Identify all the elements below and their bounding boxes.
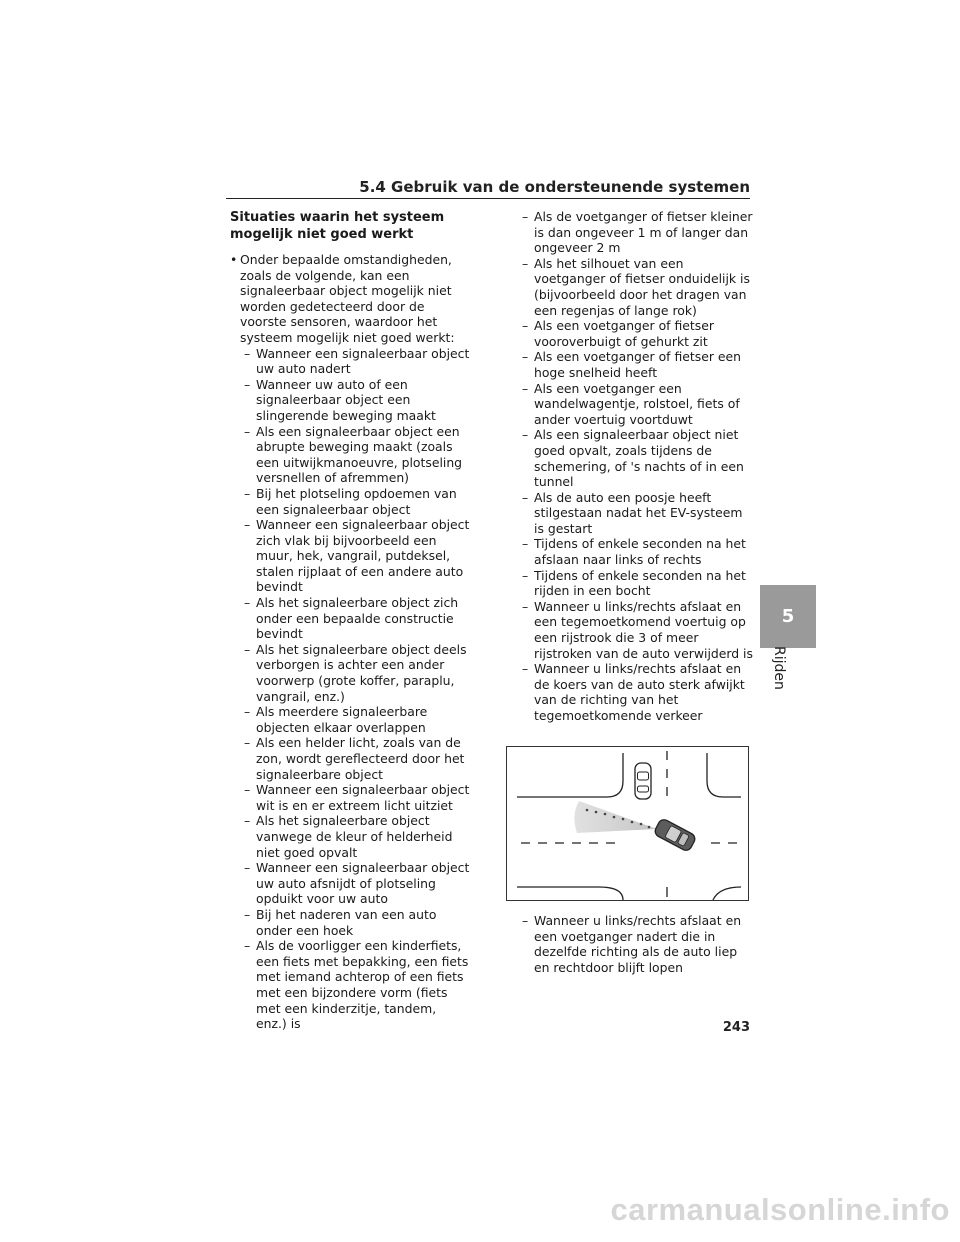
own-car-icon xyxy=(653,818,697,853)
road-edge-bottom-right xyxy=(713,887,741,900)
list-item: – Als een signaleerbaar object niet goed opvalt, zoals tijdens de schemering, of 's nachts of in een tunnel xyxy=(522,427,754,489)
page-number: 243 xyxy=(722,1020,750,1035)
list-item: – Wanneer een signaleerbaar object zich vlak bij bijvoorbeeld een muur, hek, vangrail, putdeksel, stalen rijplaat of een andere auto bevindt xyxy=(244,517,470,595)
road-edge-bottom-left xyxy=(517,887,623,900)
list-item: – Als de voetganger of fietser kleiner is dan ongeveer 1 m of langer dan ongeveer 2 m xyxy=(522,209,754,256)
left-column xyxy=(230,209,470,1032)
list-item: – Als de auto een poosje heeft stilgestaan nadat het EV-systeem is gestart xyxy=(522,490,754,537)
right-column xyxy=(522,209,754,724)
intro-bullet: • Onder bepaalde omstandigheden, zoals de volgende, kan een signaleerbaar object mogelijk niet worden gedetecteerd door de voorste sensoren, waardoor het systeem mogelijk niet goed werkt: xyxy=(230,252,470,346)
list-item: – Als het signaleerbare object vanwege de kleur of helderheid niet goed opvalt xyxy=(244,813,470,860)
condition-list-left xyxy=(244,346,470,1032)
list-item: – Als een voetganger een wandelwagentje, rolstoel, fiets of ander voertuig voortduwt xyxy=(522,381,754,428)
list-item: – Als een voetganger of fietser vooroverbuigt of gehurkt zit xyxy=(522,318,754,349)
after-figure-text xyxy=(522,913,754,975)
list-item: – Wanneer een signaleerbaar object uw auto nadert xyxy=(244,346,470,377)
list-item: – Tijdens of enkele seconden na het afslaan naar links of rechts xyxy=(522,536,754,567)
list-item: – Wanneer een signaleerbaar object wit is en er extreem licht uitziet xyxy=(244,782,470,813)
sensor-beam-icon xyxy=(574,801,657,833)
section-title: Situaties waarin het systeem mogelijk niet goed werkt xyxy=(230,210,445,242)
list-item: – Wanneer u links/rechts afslaat en de koers van de auto sterk afwijkt van de richting van het tegemoetkomende verkeer xyxy=(522,661,754,723)
list-item: – Wanneer een signaleerbaar object uw auto afsnijdt of plotseling opduikt voor uw auto xyxy=(244,860,470,907)
header-divider xyxy=(226,198,750,199)
list-item: – Tijdens of enkele seconden na het rijden in een bocht xyxy=(522,568,754,599)
list-item: – Als meerdere signaleerbare objecten elkaar overlappen xyxy=(244,704,470,735)
oncoming-car-icon xyxy=(635,763,651,799)
list-item: – Wanneer u links/rechts afslaat en een tegemoetkomend voertuig op een rijstrook die 3 of meer rijstroken van de auto verwijderd is xyxy=(522,599,754,661)
list-item: – Als het signaleerbare object zich onder een bepaalde constructie bevindt xyxy=(244,595,470,642)
list-item: – Als de voorligger een kinderfiets, een fiets met bepakking, een fiets met iemand achterop of een fiets met een bijzondere vorm (fiets met een kinderzitje, tandem, enz.) is xyxy=(244,938,470,1032)
section-header: 5.4 Gebruik van de ondersteunende systemen xyxy=(359,178,750,196)
list-item: – Als het signaleerbare object deels verborgen is achter een ander voorwerp (grote koffer, paraplu, vangrail, enz.) xyxy=(244,642,470,704)
list-item: – Als een helder licht, zoals van de zon, wordt gereflecteerd door het signaleerbare object xyxy=(244,735,470,782)
list-item: – Als een voetganger of fietser een hoge snelheid heeft xyxy=(522,349,754,380)
road-edge-top-left xyxy=(517,753,623,797)
list-item: – Bij het plotseling opdoemen van een signaleerbaar object xyxy=(244,486,470,517)
list-item: – Als het silhouet van een voetganger of fietser onduidelijk is (bijvoorbeeld door het dragen van een regenjas of lange rok) xyxy=(522,256,754,318)
chapter-label: Rijden xyxy=(771,646,787,690)
list-item: – Bij het naderen van een auto onder een hoek xyxy=(244,907,470,938)
intersection-diagram xyxy=(507,747,748,900)
list-item: – Wanneer u links/rechts afslaat en een voetganger nadert die in dezelfde richting als de auto liep en rechtdoor blijft lopen xyxy=(522,913,754,975)
chapter-tab[interactable] xyxy=(760,585,816,648)
intersection-illustration xyxy=(506,746,749,901)
road-edge-top-right xyxy=(707,753,741,797)
list-item: – Als een signaleerbaar object een abrupte beweging maakt (zoals een uitwijkmanoeuvre, plotseling versnellen of afremmen) xyxy=(244,424,470,486)
watermark: carmanualsonline.info xyxy=(610,1192,950,1227)
list-item: – Wanneer uw auto of een signaleerbaar object een slingerende beweging maakt xyxy=(244,377,470,424)
chapter-number: 5 xyxy=(781,606,795,627)
